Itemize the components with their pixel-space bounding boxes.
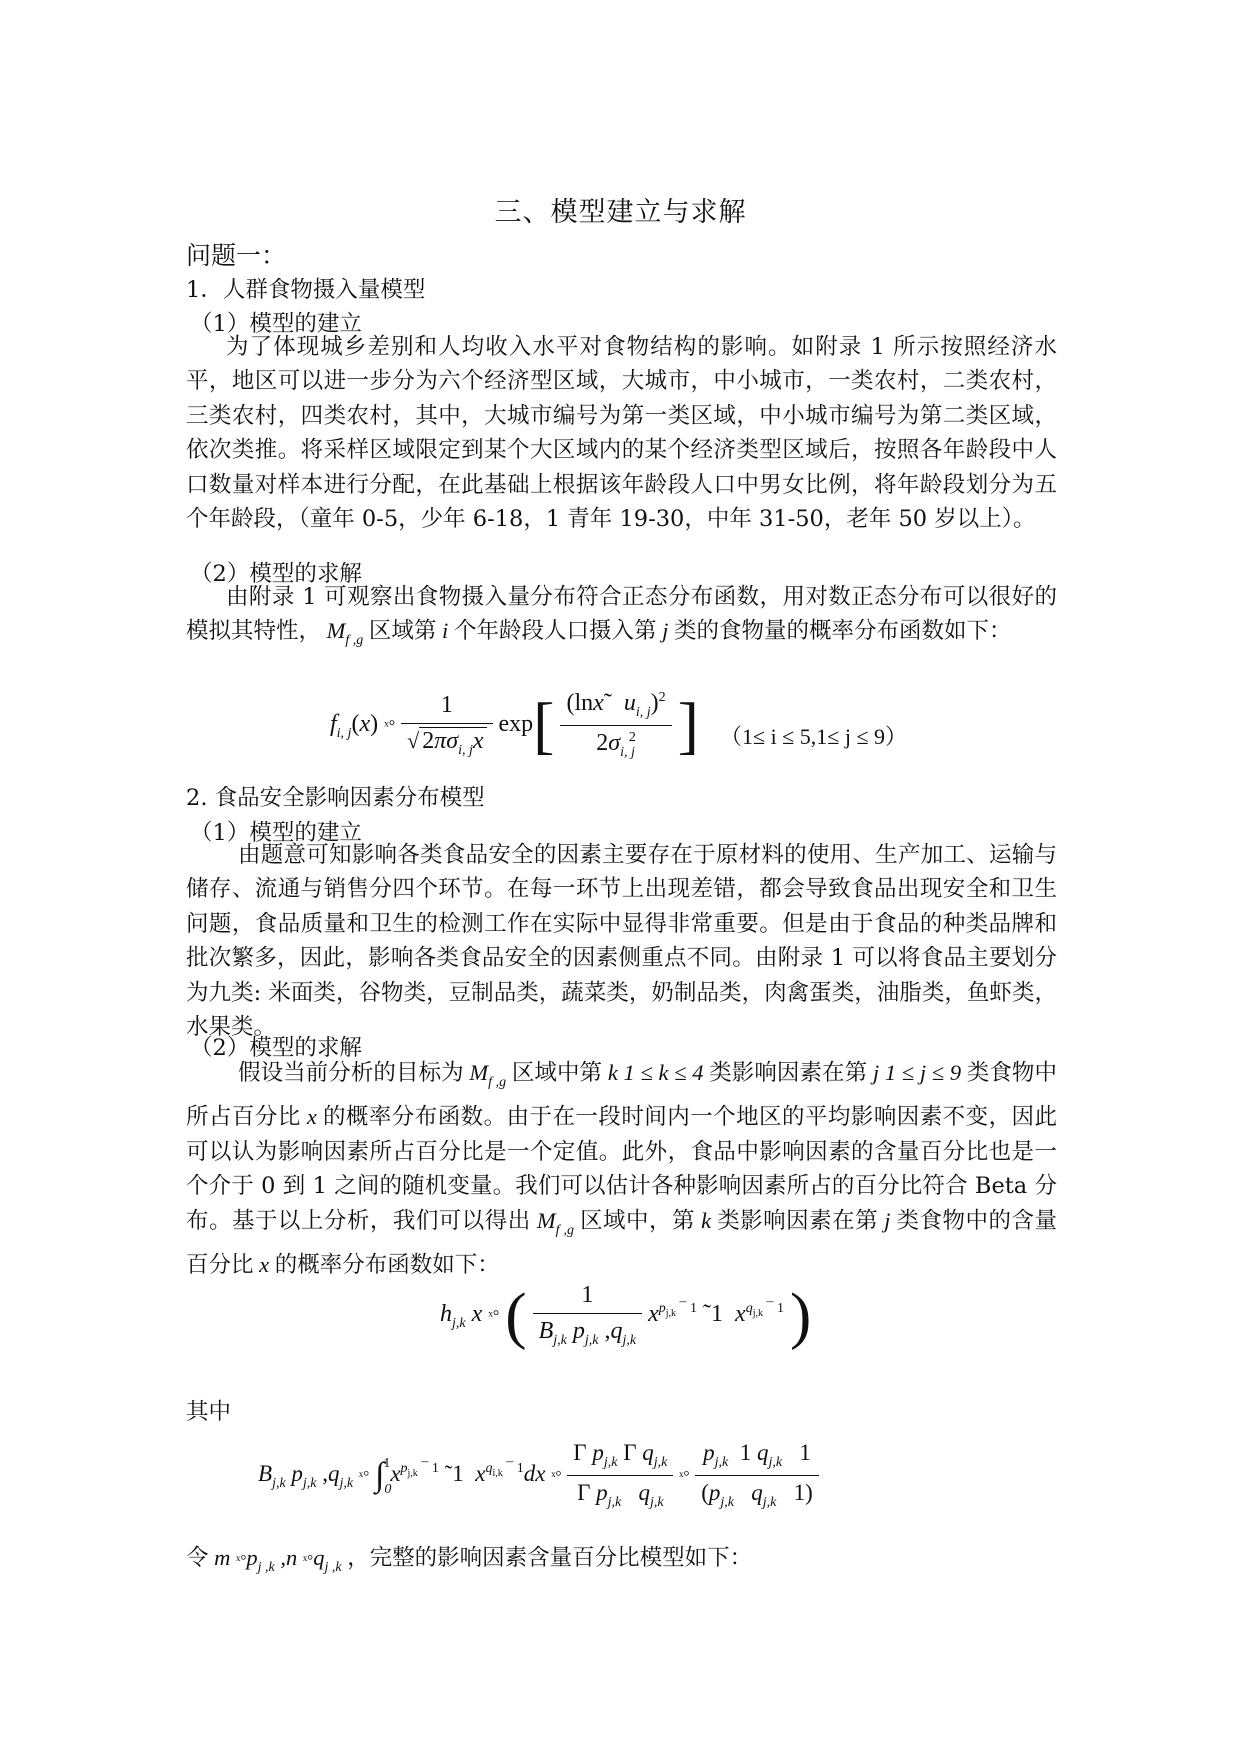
sec2-sub2: （2）模型的求解 — [190, 1035, 362, 1061]
sec1-para2-d: 类的食物量的概率分布函数如下： — [673, 618, 1012, 645]
section-title: 三、模型建立与求解 — [494, 197, 747, 228]
sec1-para2-b: 区域第 — [368, 618, 437, 645]
equation-beta-pdf: $h_{j,k}$ x ˣ° ( $\frac{1}{B_{j,k} p_{j,k} ,q_{j,k}}$ $x^{p_{j,k} ¯ 1}$ ˜1 $x^{q_{j,k} ¯ 1}$ ) — [440, 1279, 812, 1351]
sec1-para2-a: 由附录 1 可观察出食物摄入量分布符合正态分布函数，用对数正态分布可以很好的模拟其特性， — [186, 584, 1057, 645]
sec2-para1: 由题意可知影响各类食品安全的因素主要存在于原材料的使用、生产加工、运输与储存、流通与销售分四个环节。在每一环节上出现差错，都会导致食品出现安全和卫生问题，食品质量和卫生的检测工作在实际中显得非常重要。但是由于食品的种类品牌和批次繁多，因此，影响各类食品安全的因素侧重点不同。由附录 1 可以将食品主要划分为九类: 米面类，谷物类，豆制品类，蔬菜类，奶制品类，肉禽蛋类，油脂类，鱼虾类，水果类。 — [186, 842, 1057, 1041]
sec1-para2: 由附录 1 可观察出食物摄入量分布符合正态分布函数，用对数正态分布可以很好的模拟其特性， $M_{f ,g}$ 区域第 i 个年龄段人口摄入第 j 类的食物量的概率分布函数如下： — [186, 584, 1057, 649]
sec1-sub1: （1）模型的建立 — [190, 311, 362, 337]
sec2-sub1: （1）模型的建立 — [190, 820, 362, 846]
sec1-para1: 为了体现城乡差别和人均收入水平对食物结构的影响。如附录 1 所示按照经济水平，地区可以进一步分为六个经济型区域，大城市，中小城市，一类农村，二类农村，三类农村，四类农村，其中，大城市编号为第一类区域，中小城市编号为第二类区域，依次类推。将采样区域限定到某个大区域内的某个经济类型区域后，按照各年龄段中人口数量对样本进行分配，在此基础上根据该年龄段人口中男女比例，将年龄段划分为五个年龄段，（童年 0-5，少年 6-18，1 青年 19-30，中年 31-50，老年 50 岁以上）。 — [186, 334, 1057, 533]
last-line: 令 m $ˣ^\circ p_{j ,k}$ ,n $ˣ^\circ q_{j ,k}$ ，完整的影响因素含量百分比模型如下： — [186, 1545, 753, 1575]
equation-lognormal: $f_{i, j}(x)$ ˣ° $\frac{1}{√ 2\pi\sigma_{i, j}x}$ exp[ $\frac{(\ln x˜ u_{i, j})^2}{2\sigma_{i, j}^2}$ ] — [330, 689, 699, 761]
sec1-heading: 1．人群食物摄入量模型 — [186, 277, 426, 303]
sec2-para2: 假设当前分析的目标为 $M_{f ,g}$ 区域中第 k 1 ≤ k ≤ 4 类影响因素在第 j 1 ≤ j ≤ 9 类食物中所占百分比 x 的概率分布函数。由于在一段时间内一个地区的平均影响因素不变，因此可以认为影响因素所占百分比是一个定值。此外，食品中影响因素的含量百分比也是一个介于 0 到 1 之间的随机变量。我们可以估计各种影响因素所占的百分比符合 Beta 分布。基于以上分析，我们可以得出 $M_{f ,g}$ 区域中，第 k 类影响因素在第 j 类食物中的含量百分比 x 的概率分布函数如下： — [186, 1060, 1057, 1279]
sec2-heading: 2. 食品安全影响因素分布模型 — [186, 785, 485, 811]
math-M: $M_{f ,g}$ — [321, 618, 364, 649]
sec1-para2-c: 个年龄段人口摄入第 — [453, 618, 657, 645]
equation-range: （1≤ i ≤ 5,1≤ j ≤ 9） — [720, 724, 908, 749]
problem-heading: 问题一： — [186, 241, 287, 270]
qizhong-label: 其中 — [186, 1399, 232, 1425]
equation-beta-function: $B_{j,k}$ $p_{j,k}$ $,q_{j,k}$ ˣ° $\int_0^1x^{p_{j,k} ¯ 1}$ ˜1 $x^{q_{i,k} ¯ 1}dx$ ˣ° $\frac{\Gamma p_{j,k} \Gamma q_{j,k}}{\Gamma p_{j,k} q_{j,k}}$ ˣ° $\frac{p_{j,k} 1 q_{j,k} 1}{(p_{j,k} q_{j,k} 1)}$ — [258, 1440, 819, 1511]
sec1-sub2: （2）模型的求解 — [190, 561, 362, 587]
